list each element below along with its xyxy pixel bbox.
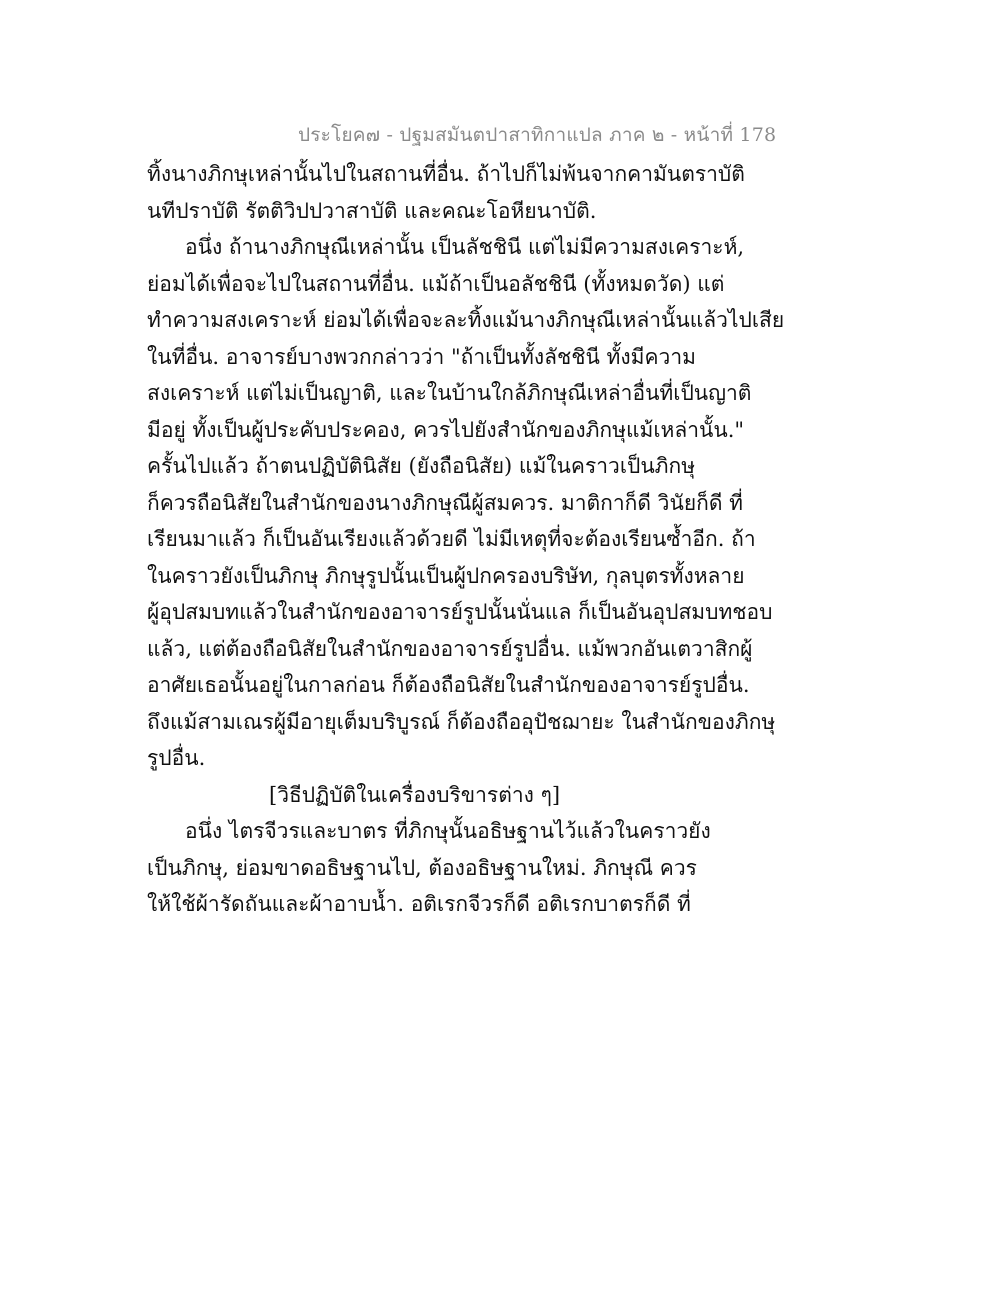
text-line: เรียนมาแล้ว ก็เป็นอันเรียงแล้วด้วยดี ไม่มีเหตุที่จะต้องเรียนซ้ำอีก. ถ้า [147,527,756,551]
text-line: ถึงแม้สามเณรผู้มีอายุเต็มบริบูรณ์ ก็ต้องถืออุปัชฌายะ ในสำนักของภิกษุ [147,709,776,734]
text-line: ผู้อุปสมบทแล้วในสำนักของอาจารย์รูปนั้นนั่นแล ก็เป็นอันอุปสมบทชอบ [147,600,773,624]
text-line: ในที่อื่น. อาจารย์บางพวกกล่าวว่า "ถ้าเป็นทั้งลัชชินี ทั้งมีความ [147,344,696,369]
text-line: ก็ควรถือนิสัยในสำนักของนางภิกษุณีผู้สมควร. มาติกาก็ดี วินัยก็ดี ที่ [147,490,743,515]
text-line: นทีปราบัติ รัตติวิปปวาสาบัติ และคณะโอหียนาบัติ. [147,198,597,223]
text-line: ครั้นไปแล้ว ถ้าตนปฏิบัตินิสัย (ยังถือนิสัย) แม้ในคราวเป็นภิกษุ [147,454,696,478]
text-line: ย่อมได้เพื่อจะไปในสถานที่อื่น. แม้ถ้าเป็นอลัชชินี (ทั้งหมดวัด) แต่ [147,271,725,296]
text-line: ทำความสงเคราะห์ ย่อมได้เพื่อจะละทิ้งแม้นางภิกษุณีเหล่านั้นแล้วไปเสีย [147,308,785,332]
text-line: เป็นภิกษุ, ย่อมขาดอธิษฐานไป, ต้องอธิษฐานใหม่. ภิกษุณี ควร [147,855,697,880]
paragraph-start-line: อนึ่ง ถ้านางภิกษุณีเหล่านั้น เป็นลัชชินี แต่ไม่มีความสงเคราะห์, [185,235,745,259]
text-line: รูปอื่น. [147,746,206,770]
running-header: ประโยค๗ - ปฐมสมันตปาสาทิกาแปล ภาค ๒ - หน้าที่ 178 [298,124,777,146]
section-heading: [วิธีปฏิบัติในเครื่องบริขารต่าง ๆ] [269,782,561,807]
text-line: แล้ว, แต่ต้องถือนิสัยในสำนักของอาจารย์รูปอื่น. แม้พวกอันเตวาสิกผู้ [147,636,753,661]
text-line: อาศัยเธอนั้นอยู่ในกาลก่อน ก็ต้องถือนิสัยในสำนักของอาจารย์รูปอื่น. [147,673,750,697]
text-line: สงเคราะห์ แต่ไม่เป็นญาติ, และในบ้านใกล้ภิกษุณีเหล่าอื่นที่เป็นญาติ [147,381,752,405]
paragraph-start-line: อนึ่ง ไตรจีวรและบาตร ที่ภิกษุนั้นอธิษฐานไว้แล้วในคราวยัง [185,819,711,843]
text-line: ในคราวยังเป็นภิกษุ ภิกษุรูปนั้นเป็นผู้ปกครองบริษัท, กุลบุตรทั้งหลาย [147,563,745,588]
body-text [147,156,867,923]
text-line: ทิ้งนางภิกษุเหล่านั้นไปในสถานที่อื่น. ถ้าไปก็ไม่พ้นจากคามันตราบัติ [147,162,745,186]
text-line: มีอยู่ ทั้งเป็นผู้ประคับประคอง, ควรไปยังสำนักของภิกษุแม้เหล่านั้น." [147,417,745,442]
text-line: ให้ใช้ผ้ารัดถันและผ้าอาบน้ำ. อติเรกจีวรก็ดี อติเรกบาตรก็ดี ที่ [147,892,691,916]
